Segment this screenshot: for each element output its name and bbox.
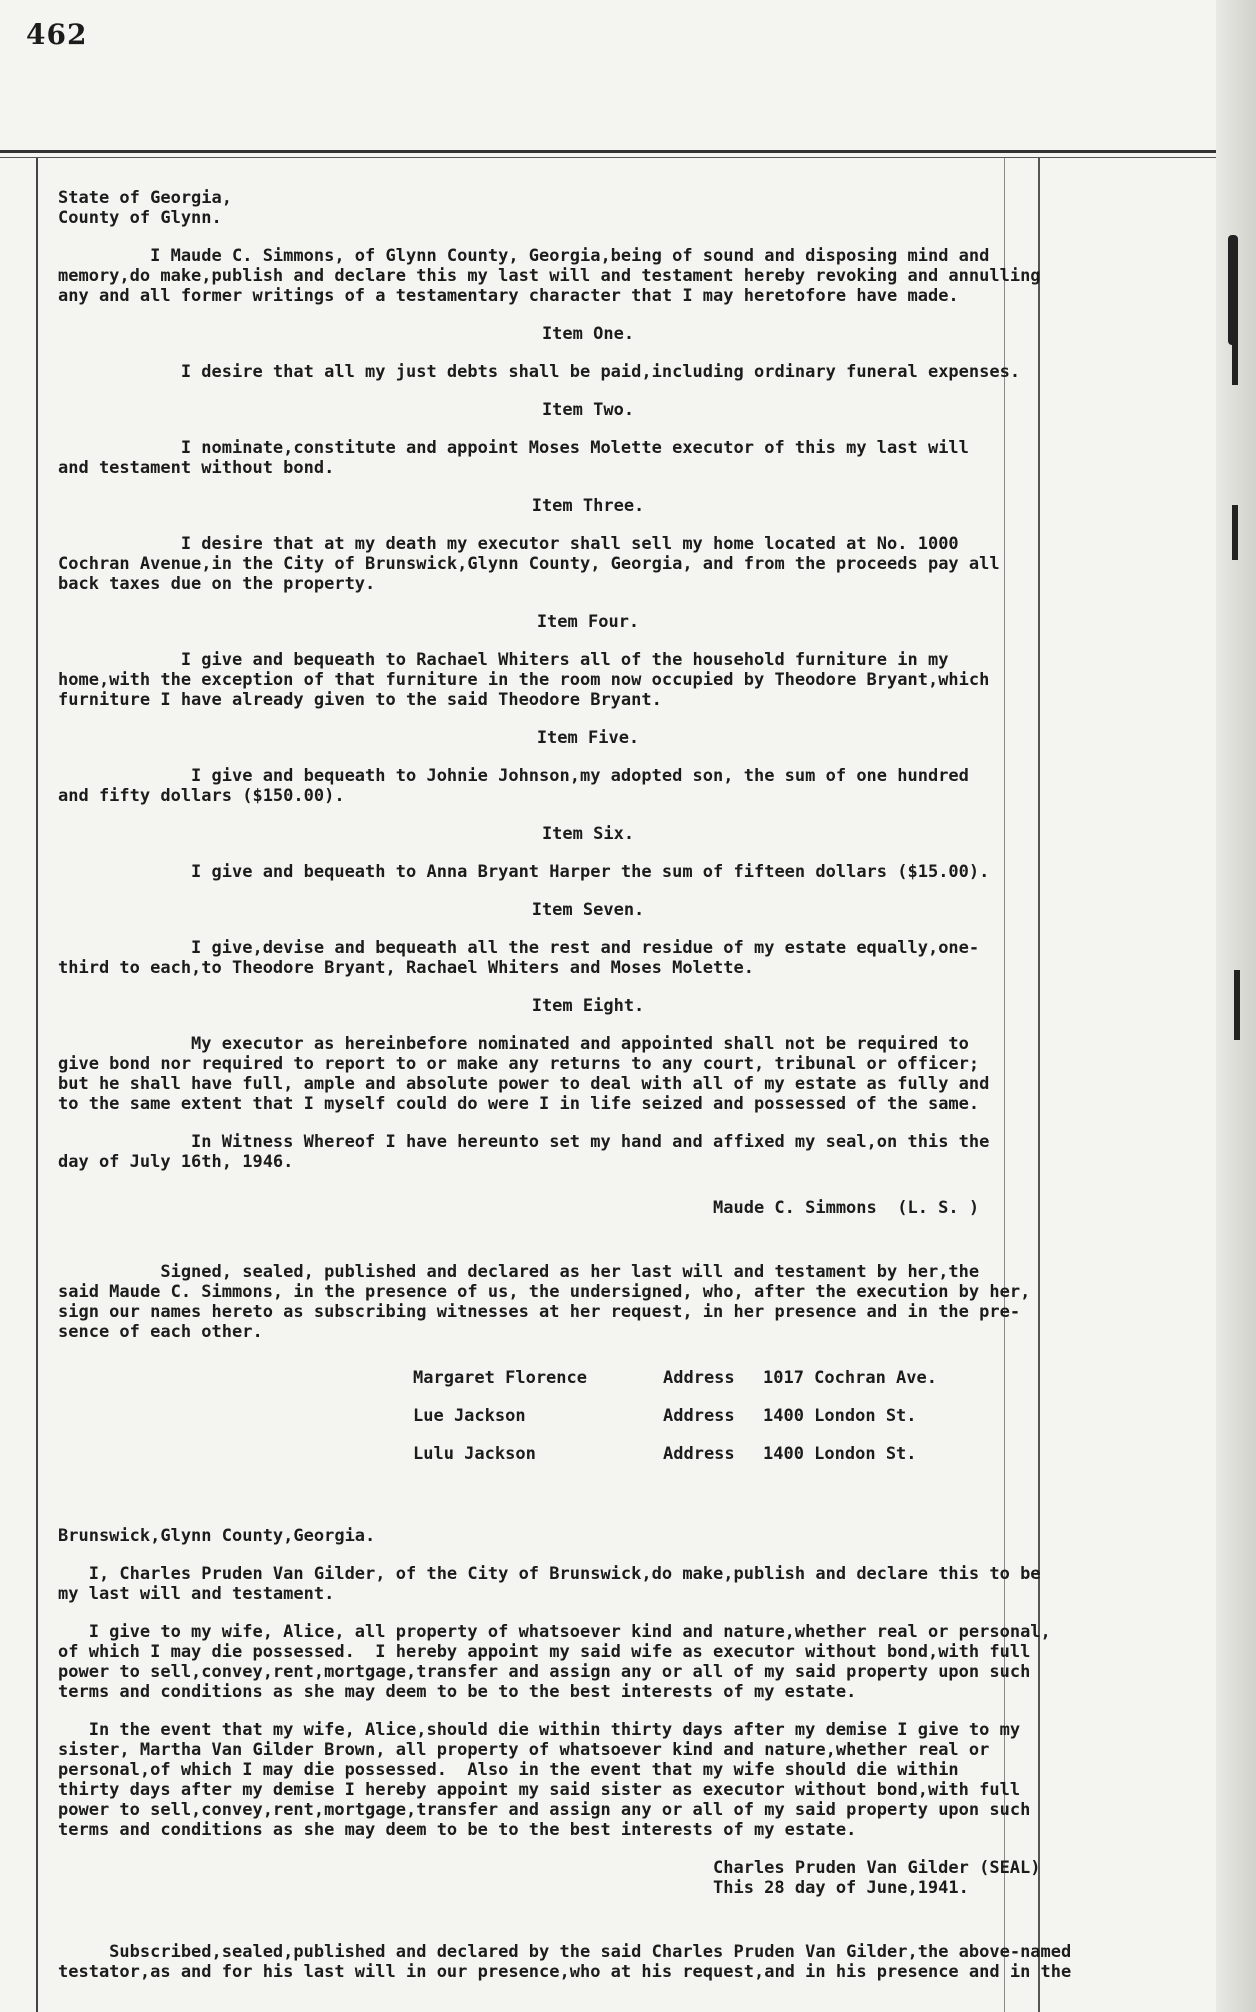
item-heading: Item Three.	[531, 496, 645, 516]
will-intro-line: I, Charles Pruden Van Gilder, of the City of Brunswick,do make,publish and declare this to be	[58, 1564, 1041, 1584]
subscription-line: testator,as and for his last will in our presence,who at his request,and in his presence and in the	[58, 1962, 1072, 1982]
witness-clause-line: day of July 16th, 1946.	[58, 1152, 294, 1172]
signature-date: This 28 day of June,1941.	[713, 1878, 969, 1898]
item-text-line: I give,devise and bequeath all the rest and residue of my estate equally,one-	[58, 938, 980, 958]
item-heading: Item Six.	[541, 824, 635, 844]
will-paragraph-line: personal,of which I may die possessed. Also in the event that my wife should die within	[58, 1760, 959, 1780]
address-label: Address	[663, 1368, 735, 1388]
book-binding-edge	[1216, 0, 1256, 2012]
item-heading: Item Four.	[536, 612, 640, 632]
witness-address: 1017 Cochran Ave.	[763, 1368, 937, 1388]
left-margin-rule	[36, 158, 38, 2012]
witness-row	[413, 1444, 1178, 1464]
will-intro-line: memory,do make,publish and declare this my last will and testament hereby revoking and annulling	[58, 266, 1041, 286]
will-paragraph-line: I give to my wife, Alice, all property of whatsoever kind and nature,whether real or personal,	[58, 1622, 1051, 1642]
witness-address: 1400 London St.	[763, 1406, 917, 1426]
item-text-line: My executor as hereinbefore nominated and appointed shall not be required to	[58, 1034, 969, 1054]
will-paragraph-line: terms and conditions as she may deem to be to the best interests of my estate.	[58, 1682, 857, 1702]
witness-address: 1400 London St.	[763, 1444, 917, 1464]
testator-signature: Charles Pruden Van Gilder (SEAL)	[713, 1858, 1041, 1878]
item-text-line: third to each,to Theodore Bryant, Rachael Whiters and Moses Molette.	[58, 958, 754, 978]
address-label: Address	[663, 1444, 735, 1464]
will-paragraph-line: sister, Martha Van Gilder Brown, all property of whatsoever kind and nature,whether real or	[58, 1740, 990, 1760]
item-heading: Item Seven.	[531, 900, 645, 920]
witness-name: Lue Jackson	[413, 1406, 526, 1426]
witness-name: Lulu Jackson	[413, 1444, 536, 1464]
will-maude-simmons	[58, 188, 1178, 1464]
subscription-line: Subscribed,sealed,published and declared by the said Charles Pruden Van Gilder,the above-named	[58, 1942, 1072, 1962]
county-heading: County of Glynn.	[58, 208, 222, 228]
item-text-line: I desire that at my death my executor shall sell my home located at No. 1000	[58, 534, 959, 554]
top-rule-thin	[0, 157, 1256, 158]
item-text-line: I give and bequeath to Anna Bryant Harper the sum of fifteen dollars ($15.00).	[58, 862, 990, 882]
item-heading: Item Two.	[541, 400, 635, 420]
item-text-line: and testament without bond.	[58, 458, 335, 478]
state-heading: State of Georgia,	[58, 188, 232, 208]
item-text-line: I nominate,constitute and appoint Moses Molette executor of this my last will	[58, 438, 969, 458]
will-intro-line: my last will and testament.	[58, 1584, 335, 1604]
item-text-line: but he shall have full, ample and absolute power to deal with all of my estate as fully and	[58, 1074, 990, 1094]
binding-mark	[1228, 235, 1238, 345]
item-text-line: back taxes due on the property.	[58, 574, 376, 594]
witness-row	[413, 1406, 1178, 1426]
item-text-line: to the same extent that I myself could do were I in life seized and possessed of the same.	[58, 1094, 980, 1114]
will-paragraph-line: of which I may die possessed. I hereby appoint my said wife as executor without bond,with full	[58, 1642, 1031, 1662]
item-text-line: I give and bequeath to Rachael Whiters all of the household furniture in my	[58, 650, 949, 670]
will-paragraph-line: terms and conditions as she may deem to be to the best interests of my estate.	[58, 1820, 857, 1840]
item-text-line: home,with the exception of that furniture in the room now occupied by Theodore Bryant,which	[58, 670, 990, 690]
item-text-line: I give and bequeath to Johnie Johnson,my adopted son, the sum of one hundred	[58, 766, 969, 786]
item-text-line: furniture I have already given to the said Theodore Bryant.	[58, 690, 662, 710]
item-text-line: Cochran Avenue,in the City of Brunswick,Glynn County, Georgia, and from the proceeds pay all	[58, 554, 1000, 574]
top-rule	[0, 150, 1256, 153]
will-paragraph-line: thirty days after my demise I hereby appoint my said sister as executor without bond,with full	[58, 1780, 1021, 1800]
attestation-line: said Maude C. Simmons, in the presence of us, the undersigned, who, after the execution by her,	[58, 1282, 1031, 1302]
binding-mark	[1234, 970, 1240, 1040]
page-number: 462	[26, 18, 88, 51]
witness-clause-line: In Witness Whereof I have hereunto set my hand and affixed my seal,on this the	[58, 1132, 990, 1152]
binding-mark	[1232, 330, 1238, 385]
will-paragraph-line: power to sell,convey,rent,mortgage,transfer and assign any or all of my said property upon such	[58, 1800, 1031, 1820]
witness-row	[413, 1368, 1178, 1388]
will-intro-line: I Maude C. Simmons, of Glynn County, Georgia,being of sound and disposing mind and	[58, 246, 990, 266]
will-charles-van-gilder	[58, 1526, 1178, 1982]
attestation-line: sign our names hereto as subscribing witnesses at her request, in her presence and in the pre-	[58, 1302, 1021, 1322]
item-text-line: and fifty dollars ($150.00).	[58, 786, 345, 806]
item-heading: Item Eight.	[531, 996, 645, 1016]
item-text-line: I desire that all my just debts shall be paid,including ordinary funeral expenses.	[58, 362, 1021, 382]
will-intro-line: any and all former writings of a testamentary character that I may heretofore have made.	[58, 286, 959, 306]
item-heading: Item One.	[541, 324, 635, 344]
item-text-line: give bond nor required to report to or make any returns to any court, tribunal or officer;	[58, 1054, 980, 1074]
attestation-line: Signed, sealed, published and declared as her last will and testament by her,the	[58, 1262, 980, 1282]
address-label: Address	[663, 1406, 735, 1426]
witness-name: Margaret Florence	[413, 1368, 587, 1388]
attestation-line: sence of each other.	[58, 1322, 263, 1342]
document-body	[58, 188, 1178, 1982]
will-heading: Brunswick,Glynn County,Georgia.	[58, 1526, 376, 1546]
will-paragraph-line: power to sell,convey,rent,mortgage,transfer and assign any or all of my said property upon such	[58, 1662, 1031, 1682]
item-heading: Item Five.	[536, 728, 640, 748]
will-paragraph-line: In the event that my wife, Alice,should die within thirty days after my demise I give to my	[58, 1720, 1021, 1740]
binding-mark	[1232, 505, 1238, 560]
testator-signature: Maude C. Simmons (L. S. )	[713, 1198, 980, 1218]
